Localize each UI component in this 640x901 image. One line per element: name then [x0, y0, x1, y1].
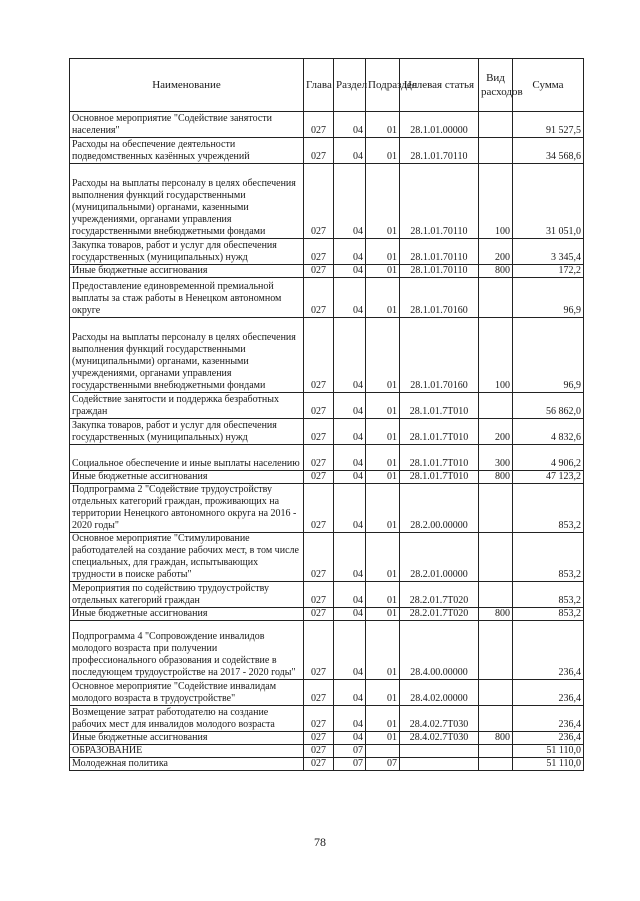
- sum-cell: 853,2: [513, 582, 584, 608]
- table-row: [70, 680, 584, 706]
- vid-cell: [479, 112, 513, 138]
- sum-cell: 96,9: [513, 278, 584, 318]
- name-cell: Предоставление единовременной премиальной выплаты за стаж работы в Ненецком автономном округе: [70, 278, 304, 318]
- glava-cell: 027: [304, 758, 334, 771]
- name-cell: Расходы на выплаты персоналу в целях обеспечения выполнения функций государственными (муниципальными) органами, казенными учреждениями, органами управления государственными внебюджетными фондами: [70, 318, 304, 393]
- name-cell: Закупка товаров, работ и услуг для обеспечения государственных (муниципальных) нужд: [70, 239, 304, 265]
- glava-cell: 027: [304, 745, 334, 758]
- table-row: [70, 239, 584, 265]
- glava-cell: 027: [304, 138, 334, 164]
- table-row: [70, 164, 584, 239]
- razdel-cell: 04: [334, 471, 366, 484]
- page-number: 78: [314, 835, 326, 849]
- razdel-cell: 04: [334, 608, 366, 621]
- sum-cell: 853,2: [513, 608, 584, 621]
- razdel-cell: 04: [334, 706, 366, 732]
- razdel-cell: 04: [334, 265, 366, 278]
- razdel-cell: 04: [334, 484, 366, 533]
- razdel-cell: 04: [334, 445, 366, 471]
- sum-cell: 51 110,0: [513, 758, 584, 771]
- podrazdel-cell: 01: [366, 112, 400, 138]
- razdel-cell: 04: [334, 533, 366, 582]
- table-row: [70, 758, 584, 771]
- vid-cell: [479, 758, 513, 771]
- sum-cell: 56 862,0: [513, 393, 584, 419]
- razdel-cell: 04: [334, 582, 366, 608]
- glava-cell: 027: [304, 471, 334, 484]
- header-article: Целевая статья: [400, 59, 479, 112]
- glava-cell: 027: [304, 445, 334, 471]
- podrazdel-cell: 01: [366, 393, 400, 419]
- podrazdel-cell: 07: [366, 758, 400, 771]
- podrazdel-cell: 01: [366, 621, 400, 680]
- name-cell: Основное мероприятие "Стимулирование работодателей на создание рабочих мест, в том числе специальных, для граждан, испытывающих трудности в поиске работы": [70, 533, 304, 582]
- vid-cell: 100: [479, 318, 513, 393]
- glava-cell: 027: [304, 680, 334, 706]
- razdel-cell: 04: [334, 318, 366, 393]
- sum-cell: 236,4: [513, 732, 584, 745]
- table-header-row: [70, 59, 584, 112]
- vid-cell: [479, 680, 513, 706]
- razdel-cell: 04: [334, 239, 366, 265]
- name-cell: Подпрограмма 4 "Сопровождение инвалидов молодого возраста при получении профессионального образования и содействие в последующем трудоустройстве на 2017 - 2020 годы": [70, 621, 304, 680]
- name-cell: Иные бюджетные ассигнования: [70, 471, 304, 484]
- name-cell: Мероприятия по содействию трудоустройству отдельных категорий граждан: [70, 582, 304, 608]
- table-row: [70, 278, 584, 318]
- table-row: [70, 706, 584, 732]
- podrazdel-cell: 01: [366, 265, 400, 278]
- razdel-cell: 04: [334, 278, 366, 318]
- razdel-cell: 04: [334, 138, 366, 164]
- article-cell: 28.4.02.00000: [400, 680, 479, 706]
- podrazdel-cell: 01: [366, 582, 400, 608]
- table-row: [70, 745, 584, 758]
- glava-cell: 027: [304, 318, 334, 393]
- table-row: [70, 419, 584, 445]
- podrazdel-cell: 01: [366, 164, 400, 239]
- razdel-cell: 04: [334, 393, 366, 419]
- razdel-cell: 04: [334, 732, 366, 745]
- vid-cell: 200: [479, 239, 513, 265]
- vid-cell: 300: [479, 445, 513, 471]
- article-cell: 28.1.01.7Т010: [400, 419, 479, 445]
- vid-cell: [479, 278, 513, 318]
- glava-cell: 027: [304, 393, 334, 419]
- glava-cell: 027: [304, 533, 334, 582]
- article-cell: 28.2.01.7Т020: [400, 608, 479, 621]
- podrazdel-cell: 01: [366, 138, 400, 164]
- podrazdel-cell: 01: [366, 318, 400, 393]
- sum-cell: 172,2: [513, 265, 584, 278]
- razdel-cell: 04: [334, 419, 366, 445]
- name-cell: Содействие занятости и поддержка безработных граждан: [70, 393, 304, 419]
- sum-cell: 853,2: [513, 533, 584, 582]
- vid-cell: [479, 533, 513, 582]
- article-cell: 28.1.01.00000: [400, 112, 479, 138]
- vid-cell: [479, 745, 513, 758]
- glava-cell: 027: [304, 621, 334, 680]
- sum-cell: 4 832,6: [513, 419, 584, 445]
- sum-cell: 91 527,5: [513, 112, 584, 138]
- article-cell: 28.1.01.7Т010: [400, 393, 479, 419]
- article-cell: 28.1.01.70110: [400, 239, 479, 265]
- vid-cell: [479, 582, 513, 608]
- podrazdel-cell: 01: [366, 419, 400, 445]
- vid-cell: 800: [479, 732, 513, 745]
- header-glava: Глава: [304, 59, 334, 112]
- article-cell: 28.2.00.00000: [400, 484, 479, 533]
- table-row: [70, 608, 584, 621]
- podrazdel-cell: 01: [366, 471, 400, 484]
- table-row: [70, 484, 584, 533]
- article-cell: 28.4.02.7Т030: [400, 732, 479, 745]
- header-sum: Сумма: [513, 59, 584, 112]
- article-cell: 28.1.01.7Т010: [400, 471, 479, 484]
- sum-cell: 236,4: [513, 621, 584, 680]
- name-cell: Социальное обеспечение и иные выплаты населению: [70, 445, 304, 471]
- podrazdel-cell: 01: [366, 533, 400, 582]
- sum-cell: 853,2: [513, 484, 584, 533]
- vid-cell: 100: [479, 164, 513, 239]
- glava-cell: 027: [304, 582, 334, 608]
- name-cell: Основное мероприятие "Содействие занятости населения": [70, 112, 304, 138]
- table-row: [70, 621, 584, 680]
- table-row: [70, 533, 584, 582]
- sum-cell: 34 568,6: [513, 138, 584, 164]
- table-row: [70, 393, 584, 419]
- sum-cell: 47 123,2: [513, 471, 584, 484]
- article-cell: 28.1.01.70110: [400, 138, 479, 164]
- article-cell: 28.4.02.7Т030: [400, 706, 479, 732]
- name-cell: Возмещение затрат работодателю на создание рабочих мест для инвалидов молодого возраста: [70, 706, 304, 732]
- table-row: [70, 582, 584, 608]
- razdel-cell: 04: [334, 621, 366, 680]
- razdel-cell: 07: [334, 745, 366, 758]
- glava-cell: 027: [304, 419, 334, 445]
- glava-cell: 027: [304, 239, 334, 265]
- vid-cell: 200: [479, 419, 513, 445]
- table-row: [70, 471, 584, 484]
- sum-cell: 236,4: [513, 680, 584, 706]
- header-razdel: Раздел: [334, 59, 366, 112]
- vid-cell: [479, 484, 513, 533]
- name-cell: ОБРАЗОВАНИЕ: [70, 745, 304, 758]
- vid-cell: 800: [479, 608, 513, 621]
- article-cell: [400, 745, 479, 758]
- podrazdel-cell: 01: [366, 239, 400, 265]
- name-cell: Подпрограмма 2 "Содействие трудоустройству отдельных категорий граждан, проживающих на территории Ненецкого автономного округа на 2016 - 2020 годы": [70, 484, 304, 533]
- podrazdel-cell: 01: [366, 608, 400, 621]
- article-cell: 28.2.01.00000: [400, 533, 479, 582]
- article-cell: 28.1.01.70160: [400, 318, 479, 393]
- razdel-cell: 07: [334, 758, 366, 771]
- name-cell: Расходы на выплаты персоналу в целях обеспечения выполнения функций государственными (муниципальными) органами, казенными учреждениями, органами управления государственными внебюджетными фондами: [70, 164, 304, 239]
- article-cell: 28.1.01.70110: [400, 164, 479, 239]
- glava-cell: 027: [304, 164, 334, 239]
- budget-table: [69, 58, 584, 771]
- podrazdel-cell: 01: [366, 445, 400, 471]
- table-row: [70, 265, 584, 278]
- glava-cell: 027: [304, 278, 334, 318]
- vid-cell: 800: [479, 471, 513, 484]
- glava-cell: 027: [304, 608, 334, 621]
- podrazdel-cell: [366, 745, 400, 758]
- table-row: [70, 445, 584, 471]
- name-cell: Закупка товаров, работ и услуг для обеспечения государственных (муниципальных) нужд: [70, 419, 304, 445]
- vid-cell: [479, 393, 513, 419]
- header-podrazdel: Подраздел: [366, 59, 400, 112]
- table-row: [70, 112, 584, 138]
- sum-cell: 31 051,0: [513, 164, 584, 239]
- glava-cell: 027: [304, 732, 334, 745]
- article-cell: 28.1.01.70110: [400, 265, 479, 278]
- podrazdel-cell: 01: [366, 732, 400, 745]
- glava-cell: 027: [304, 112, 334, 138]
- name-cell: Молодежная политика: [70, 758, 304, 771]
- podrazdel-cell: 01: [366, 484, 400, 533]
- article-cell: 28.1.01.70160: [400, 278, 479, 318]
- name-cell: Иные бюджетные ассигнования: [70, 608, 304, 621]
- header-vid: Вид расходов: [479, 59, 513, 112]
- sum-cell: 4 906,2: [513, 445, 584, 471]
- table-row: [70, 732, 584, 745]
- sum-cell: 51 110,0: [513, 745, 584, 758]
- sum-cell: 96,9: [513, 318, 584, 393]
- razdel-cell: 04: [334, 112, 366, 138]
- name-cell: Основное мероприятие "Содействие инвалидам молодого возраста в трудоустройстве": [70, 680, 304, 706]
- vid-cell: 800: [479, 265, 513, 278]
- podrazdel-cell: 01: [366, 706, 400, 732]
- razdel-cell: 04: [334, 680, 366, 706]
- table-body: [70, 112, 584, 771]
- sum-cell: 3 345,4: [513, 239, 584, 265]
- article-cell: 28.1.01.7Т010: [400, 445, 479, 471]
- vid-cell: [479, 138, 513, 164]
- article-cell: 28.2.01.7Т020: [400, 582, 479, 608]
- podrazdel-cell: 01: [366, 278, 400, 318]
- glava-cell: 027: [304, 484, 334, 533]
- glava-cell: 027: [304, 265, 334, 278]
- vid-cell: [479, 706, 513, 732]
- name-cell: Иные бюджетные ассигнования: [70, 265, 304, 278]
- table-row: [70, 138, 584, 164]
- podrazdel-cell: 01: [366, 680, 400, 706]
- header-name: Наименование: [70, 59, 304, 112]
- glava-cell: 027: [304, 706, 334, 732]
- table-row: [70, 318, 584, 393]
- vid-cell: [479, 621, 513, 680]
- sum-cell: 236,4: [513, 706, 584, 732]
- name-cell: Иные бюджетные ассигнования: [70, 732, 304, 745]
- article-cell: [400, 758, 479, 771]
- article-cell: 28.4.00.00000: [400, 621, 479, 680]
- razdel-cell: 04: [334, 164, 366, 239]
- name-cell: Расходы на обеспечение деятельности подведомственных казённых учреждений: [70, 138, 304, 164]
